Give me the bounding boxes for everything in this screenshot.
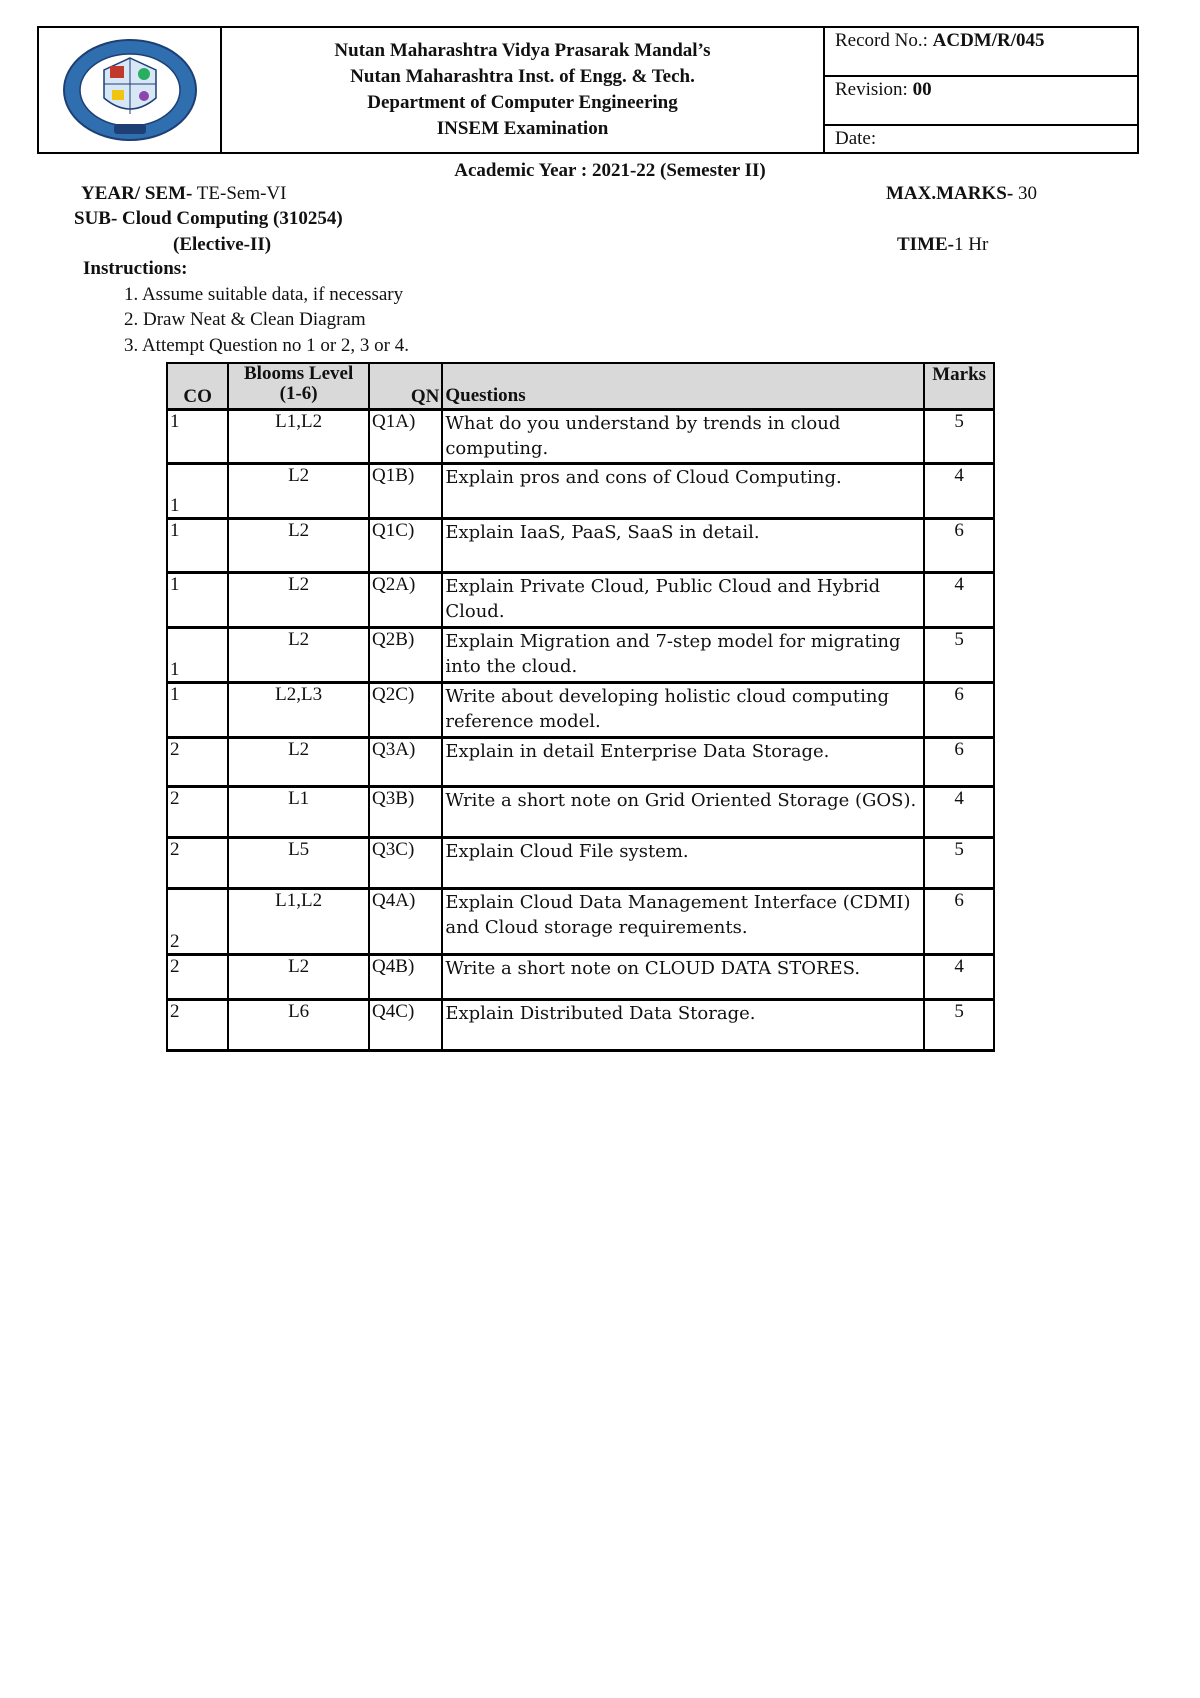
cell-marks: 6	[924, 683, 994, 738]
cell-co: 2	[167, 787, 228, 838]
header-line-3: Department of Computer Engineering	[367, 92, 678, 113]
cell-question: Write about developing holistic cloud computing reference model.	[442, 683, 924, 738]
cell-question: Explain IaaS, PaaS, SaaS in detail.	[442, 519, 924, 573]
cell-question: Explain in detail Enterprise Data Storage.	[442, 738, 924, 787]
cell-question: Explain Cloud Data Management Interface (CDMI) and Cloud storage requirements.	[442, 889, 924, 955]
header-line-2: Nutan Maharashtra Inst. of Engg. & Tech.	[350, 66, 695, 87]
instruction-2: 2. Draw Neat & Clean Diagram	[124, 309, 366, 330]
date: Date:	[835, 128, 877, 149]
cell-blooms-level: L5	[228, 838, 369, 889]
cell-question-number: Q2B)	[369, 628, 442, 683]
cell-marks: 5	[924, 838, 994, 889]
record-number: Record No.: ACDM/R/045	[825, 28, 1137, 77]
table-row	[167, 519, 994, 573]
academic-year: Academic Year : 2021-22 (Semester II)	[454, 160, 766, 181]
cell-question: Write a short note on Grid Oriented Storage (GOS).	[442, 787, 924, 838]
cell-co: 1	[167, 464, 228, 519]
subject: SUB- Cloud Computing (310254)	[74, 208, 343, 229]
cell-blooms-level: L2	[228, 573, 369, 628]
header-marks: Marks	[924, 363, 994, 410]
cell-question-number: Q4A)	[369, 889, 442, 955]
cell-question: Explain Distributed Data Storage.	[442, 1000, 924, 1051]
cell-blooms-level: L2	[228, 628, 369, 683]
header-blooms: Blooms Level (1-6)	[228, 363, 369, 410]
institute-logo-icon	[60, 36, 200, 144]
table-row	[167, 410, 994, 464]
table-row	[167, 573, 994, 628]
cell-marks: 6	[924, 889, 994, 955]
cell-question-number: Q4C)	[369, 1000, 442, 1051]
cell-blooms-level: L1,L2	[228, 889, 369, 955]
cell-blooms-level: L2	[228, 519, 369, 573]
cell-co: 1	[167, 628, 228, 683]
instruction-1: 1. Assume suitable data, if necessary	[124, 284, 404, 305]
table-row	[167, 683, 994, 738]
cell-marks: 5	[924, 410, 994, 464]
cell-marks: 6	[924, 519, 994, 573]
cell-co: 2	[167, 1000, 228, 1051]
cell-co: 2	[167, 738, 228, 787]
cell-question-number: Q3B)	[369, 787, 442, 838]
cell-question-number: Q2C)	[369, 683, 442, 738]
cell-blooms-level: L1	[228, 787, 369, 838]
time: TIME-1 Hr	[897, 234, 989, 255]
cell-co: 2	[167, 889, 228, 955]
table-row	[167, 1000, 994, 1051]
header-questions: Questions	[442, 363, 924, 410]
year-sem: YEAR/ SEM- TE-Sem-VI	[81, 183, 287, 204]
table-row	[167, 464, 994, 519]
header-qn: QN	[369, 363, 442, 410]
record-meta	[825, 28, 1137, 152]
instructions-title: Instructions:	[83, 258, 188, 279]
cell-question: Explain Private Cloud, Public Cloud and Hybrid Cloud.	[442, 573, 924, 628]
cell-question: Explain Migration and 7-step model for migrating into the cloud.	[442, 628, 924, 683]
cell-question-number: Q2A)	[369, 573, 442, 628]
logo-cell	[39, 28, 222, 152]
cell-question-number: Q3A)	[369, 738, 442, 787]
table-row	[167, 838, 994, 889]
cell-blooms-level: L2	[228, 955, 369, 1000]
cell-question: Explain Cloud File system.	[442, 838, 924, 889]
table-row	[167, 955, 994, 1000]
cell-question: Explain pros and cons of Cloud Computing.	[442, 464, 924, 519]
cell-question-number: Q1C)	[369, 519, 442, 573]
table-row	[167, 787, 994, 838]
elective: (Elective-II)	[173, 234, 272, 255]
cell-blooms-level: L2	[228, 738, 369, 787]
cell-co: 1	[167, 519, 228, 573]
cell-marks: 4	[924, 464, 994, 519]
cell-question-number: Q4B)	[369, 955, 442, 1000]
table-row	[167, 889, 994, 955]
table-row	[167, 628, 994, 683]
cell-question-number: Q1B)	[369, 464, 442, 519]
revision: Revision: 00	[825, 77, 1137, 126]
institute-title	[222, 28, 825, 152]
cell-marks: 5	[924, 628, 994, 683]
cell-co: 1	[167, 573, 228, 628]
header-line-1: Nutan Maharashtra Vidya Prasarak Mandal’s	[334, 40, 711, 61]
cell-co: 1	[167, 410, 228, 464]
cell-co: 2	[167, 955, 228, 1000]
cell-blooms-level: L1,L2	[228, 410, 369, 464]
cell-question-number: Q1A)	[369, 410, 442, 464]
cell-marks: 4	[924, 787, 994, 838]
cell-blooms-level: L6	[228, 1000, 369, 1051]
header-line-4: INSEM Examination	[436, 118, 609, 139]
instruction-3: 3. Attempt Question no 1 or 2, 3 or 4.	[124, 335, 409, 356]
cell-question: What do you understand by trends in cloud computing.	[442, 410, 924, 464]
table-header-row	[167, 363, 994, 410]
question-table	[166, 362, 995, 1052]
max-marks: MAX.MARKS- 30	[886, 183, 1037, 204]
cell-marks: 4	[924, 955, 994, 1000]
cell-question: Write a short note on CLOUD DATA STORES.	[442, 955, 924, 1000]
cell-marks: 5	[924, 1000, 994, 1051]
table-row	[167, 738, 994, 787]
cell-blooms-level: L2	[228, 464, 369, 519]
cell-marks: 6	[924, 738, 994, 787]
document-header	[37, 26, 1139, 154]
cell-blooms-level: L2,L3	[228, 683, 369, 738]
cell-marks: 4	[924, 573, 994, 628]
header-co: CO	[167, 363, 228, 410]
cell-co: 2	[167, 838, 228, 889]
cell-question-number: Q3C)	[369, 838, 442, 889]
cell-co: 1	[167, 683, 228, 738]
